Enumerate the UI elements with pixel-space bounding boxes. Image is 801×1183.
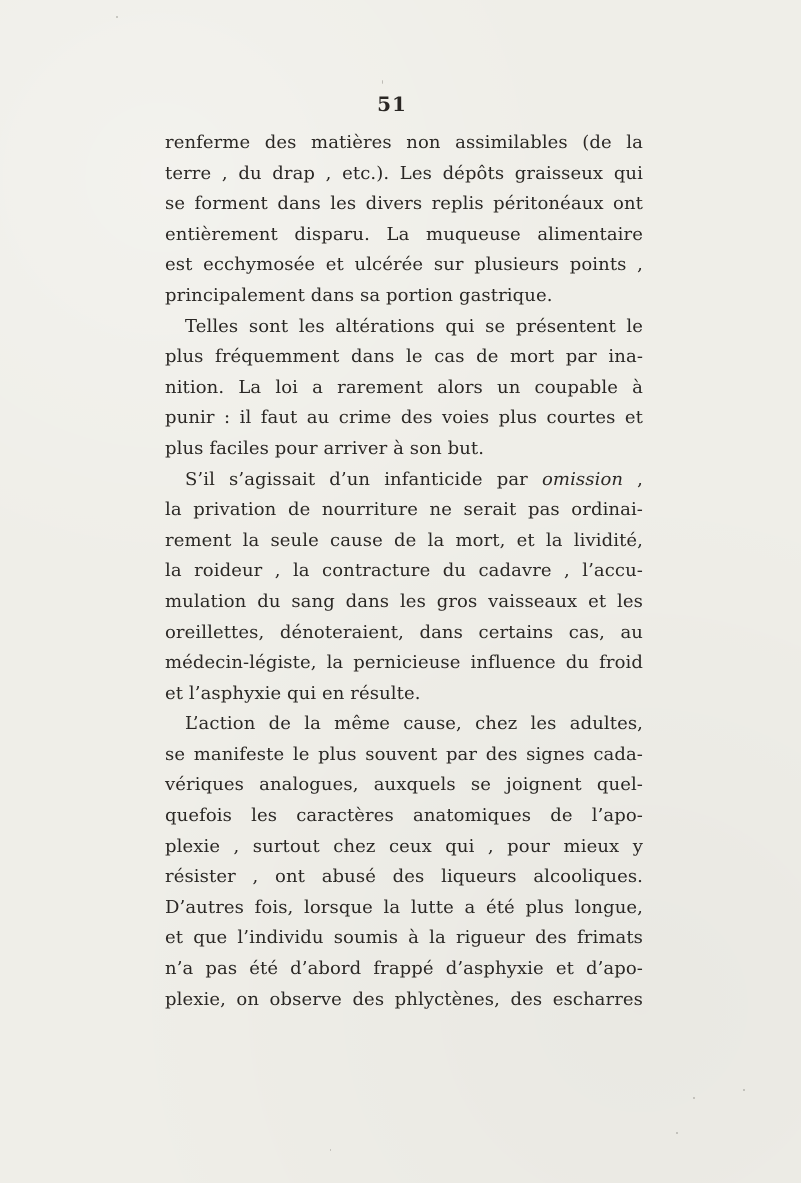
text-line-5: est ecchymosée et ulcérée sur plusieurs points , (165, 254, 643, 276)
text-line-24: plexie , surtout chez ceux qui , pour mieux y (165, 835, 643, 857)
text-line-9: nition. La loi a rarement alors un coupable à (165, 376, 643, 398)
text-line-1: renferme des matières non assimilables (de la (165, 132, 643, 153)
text-line-2: terre , du drap , etc.). Les dépôts graisseux qui (165, 162, 643, 184)
text-line-4: entièrement disparu. La muqueuse alimentaire (165, 223, 643, 245)
text-line-25: résister , ont abusé des liqueurs alcooliques. (165, 866, 643, 888)
text-line-14: rement la seule cause de la mort, et la lividité, (165, 529, 643, 551)
text-line-6: principalement dans sa portion gastrique. (165, 284, 553, 306)
paper-speck (743, 1089, 745, 1091)
text-line-20: L’action de la même cause, chez les adultes, (185, 713, 643, 735)
paper-speck (330, 1149, 331, 1151)
paper-speck (693, 1097, 695, 1099)
text-line-23: quefois les caractères anatomiques de l’apo- (165, 805, 643, 827)
text-line-26: D’autres fois, lorsque la lutte a été plus longue, (165, 896, 643, 918)
text-line-21: se manifeste le plus souvent par des signes cada- (165, 743, 643, 765)
body-text (165, 128, 643, 1015)
page-number: 51 (377, 92, 407, 116)
text-line-10: punir : il faut au crime des voies plus courtes et (165, 407, 643, 429)
text-line-12-suffix: , (623, 468, 643, 490)
text-line-27: et que l’individu soumis à la rigueur des frimats (165, 927, 643, 949)
italic-term-omission: omission (541, 468, 624, 490)
text-line-3: se forment dans les divers replis péritonéaux ont (165, 193, 643, 215)
paper-speck (116, 16, 118, 18)
text-line-28: n’a pas été d’abord frappé d’asphyxie et d’apo- (165, 958, 643, 980)
text-line-15: la roideur , la contracture du cadavre , l’accu- (165, 560, 643, 582)
text-line-19: et l’asphyxie qui en résulte. (165, 682, 421, 704)
paper-speck (676, 1132, 678, 1134)
paper-speck (382, 80, 383, 84)
text-line-12 (165, 465, 643, 496)
text-line-11: plus faciles pour arriver à son but. (165, 437, 485, 459)
text-line-17: oreillettes, dénoteraient, dans certains cas, au (165, 621, 643, 643)
text-line-18: médecin-légiste, la pernicieuse influence du froid (165, 652, 643, 674)
text-line-12-prefix: S’il s’agissait d’un infanticide par (185, 468, 542, 490)
text-line-13: la privation de nourriture ne serait pas ordinai- (165, 499, 643, 521)
text-line-16: mulation du sang dans les gros vaisseaux et les (165, 590, 643, 612)
text-line-7: Telles sont les altérations qui se présentent le (185, 315, 643, 337)
text-line-22: vériques analogues, auxquels se joignent quel- (165, 774, 643, 796)
text-line-8: plus fréquemment dans le cas de mort par ina- (165, 346, 643, 368)
text-line-29: plexie, on observe des phlyctènes, des escharres (165, 988, 643, 1010)
